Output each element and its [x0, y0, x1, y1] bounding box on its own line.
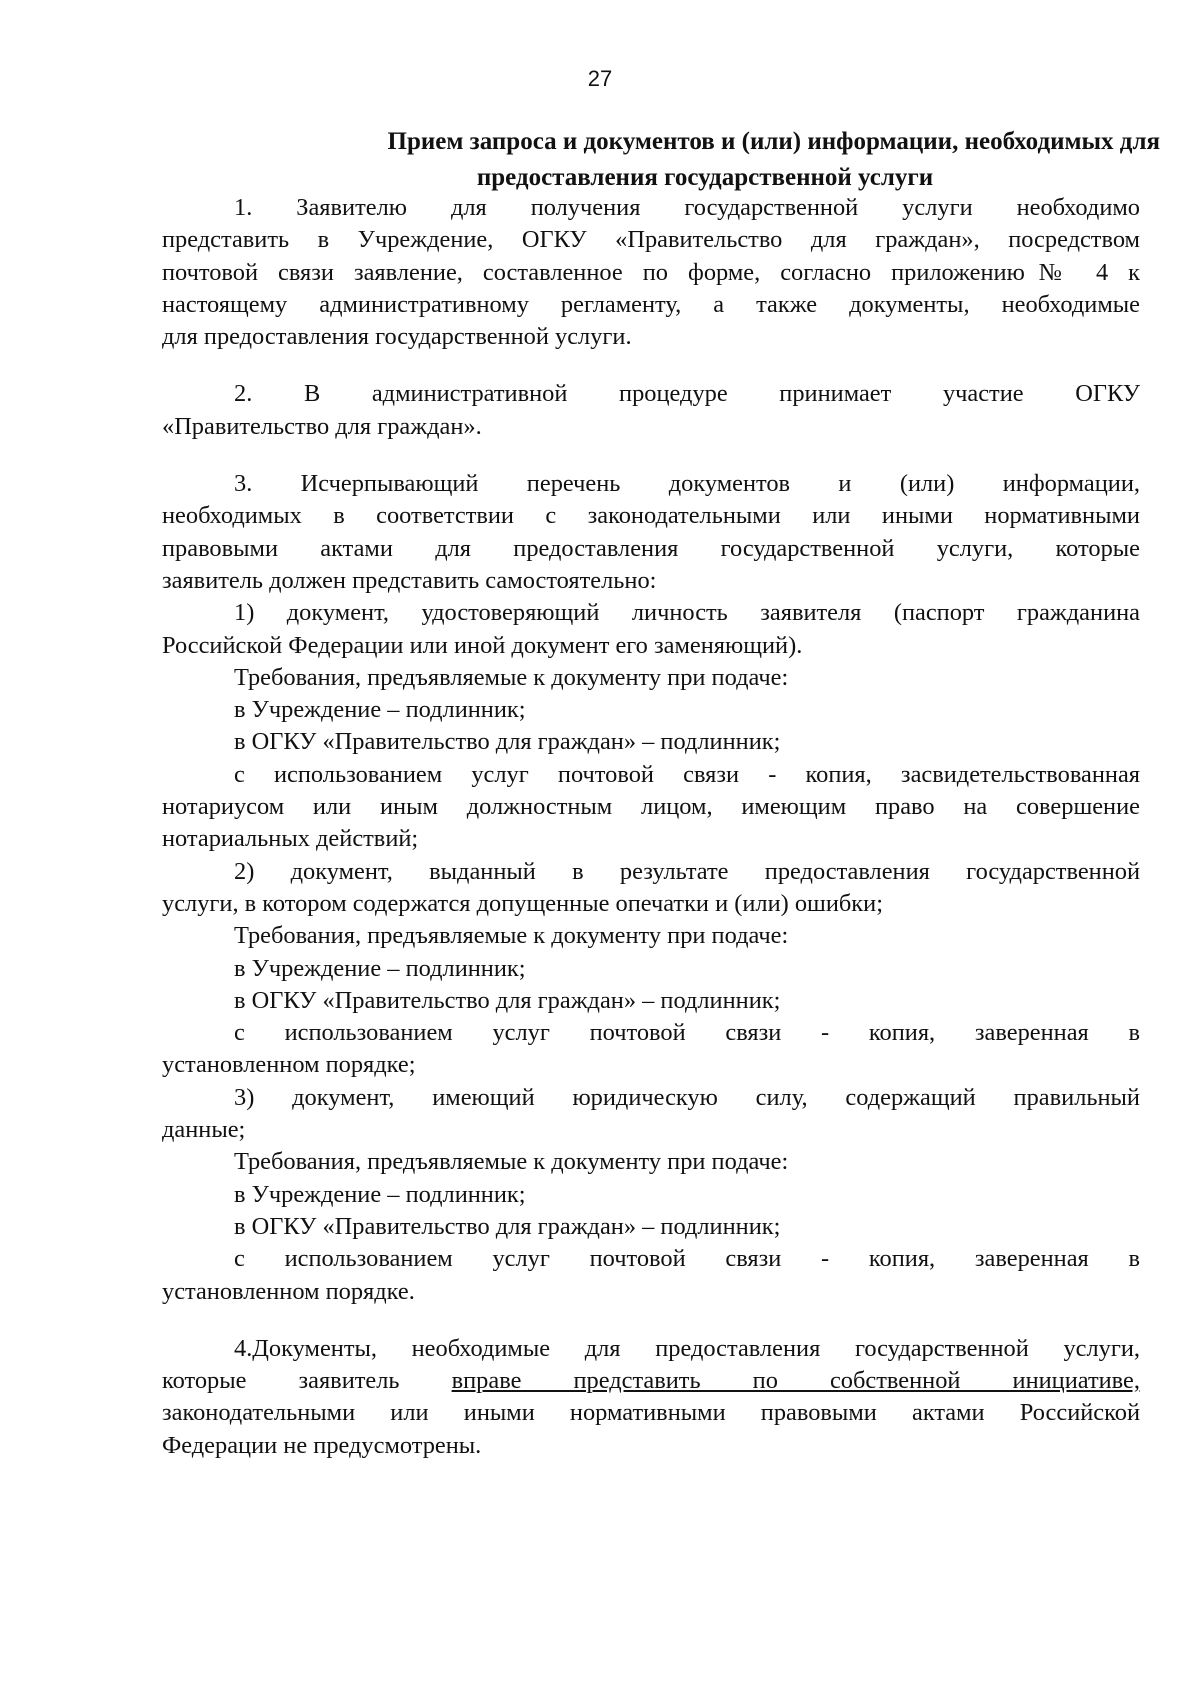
list-item: 1) документ, удостоверяющий личность заявителя (паспорт гражданина — [234, 599, 1140, 627]
text-line: почтовой связи заявление, составленное по форме, согласно приложению№ 4 к — [162, 258, 1140, 286]
text-line: нотариальных действий; — [162, 825, 419, 853]
text-line: заявитель должен представить самостоятельно: — [162, 566, 657, 594]
text-line: в ОГКУ «Правительство для граждан» – подлинник; — [234, 728, 781, 756]
list-item: 2) документ, выданный в результате предоставления государственной — [234, 857, 1140, 885]
paragraph-1 — [162, 192, 1140, 353]
text-line: установленном порядке; — [162, 1051, 416, 1079]
text-line: с использованием услуг почтовой связи - копия, заверенная в — [234, 1019, 1140, 1047]
text-line: Требования, предъявляемые к документу при подаче: — [234, 1148, 789, 1176]
text-line: в Учреждение – подлинник; — [234, 954, 526, 982]
text-line: установленном порядке. — [162, 1277, 415, 1305]
text-line: Российской Федерации или иной документ его заменяющий). — [162, 631, 803, 659]
paragraph-4 — [162, 1333, 1140, 1462]
text-line: для предоставления государственной услуги. — [162, 323, 632, 351]
text-line: данные; — [162, 1116, 246, 1144]
text-line: необходимых в соответствии с законодательными или иными нормативными — [162, 502, 1140, 530]
text-line: в ОГКУ «Правительство для граждан» – подлинник; — [234, 986, 781, 1014]
text-line: в Учреждение – подлинник; — [234, 1180, 526, 1208]
text-line: Требования, предъявляемые к документу при подаче: — [234, 663, 789, 691]
text-fragment: которые заявитель — [162, 1367, 400, 1395]
paragraph-2 — [162, 378, 1140, 443]
text-line: Федерации не предусмотрены. — [162, 1431, 482, 1459]
text-line: Требования, предъявляемые к документу при подаче: — [234, 922, 789, 950]
section-title-line: предоставления государственной услуги — [476, 164, 934, 191]
text-line: «Правительство для граждан». — [162, 412, 482, 440]
paragraph-gap — [162, 353, 1140, 378]
text-line: в ОГКУ «Правительство для граждан» – подлинник; — [234, 1212, 781, 1240]
text-line: 4.Документы, необходимые для предоставления государственной услуги, — [234, 1334, 1140, 1362]
section-title — [160, 124, 1160, 196]
text-line: представить в Учреждение, ОГКУ «Правительство для граждан», посредством — [162, 226, 1140, 254]
text-line — [162, 1365, 1140, 1397]
text-line: 1. Заявителю для получения государственной услуги необходимо — [234, 194, 1140, 221]
text-line: услуги, в котором содержатся допущенные опечатки и (или) ошибки; — [162, 889, 883, 917]
text-line: 2. В административной процедуре принимает участие ОГКУ — [234, 380, 1140, 408]
text-line: 3. Исчерпывающий перечень документов и (или) информации, — [234, 470, 1140, 498]
text-line: правовыми актами для предоставления государственной услуги, которые — [162, 534, 1140, 562]
document-body — [162, 192, 1140, 1462]
text-line: в Учреждение – подлинник; — [234, 696, 526, 724]
section-title-line: Прием запроса и документов и (или) информации, необходимых для — [387, 128, 1160, 155]
paragraph-gap — [162, 443, 1140, 468]
paragraph-3 — [162, 468, 1140, 1308]
text-line: настоящему административному регламенту, а также документы, необходимые — [162, 290, 1140, 318]
page-number: 27 — [587, 66, 613, 91]
text-line: с использованием услуг почтовой связи - копия, засвидетельствованная — [234, 760, 1140, 788]
text-line: законодательными или иными нормативными правовыми актами Российской — [162, 1399, 1140, 1427]
text-line: нотариусом или иным должностным лицом, имеющим право на совершение — [162, 793, 1140, 821]
list-item: 3) документ, имеющий юридическую силу, содержащий правильный — [234, 1083, 1140, 1111]
paragraph-gap — [162, 1308, 1140, 1333]
text-line: с использованием услуг почтовой связи - копия, заверенная в — [234, 1245, 1140, 1273]
underlined-text: вправе представить по собственной инициативе, — [451, 1367, 1140, 1395]
